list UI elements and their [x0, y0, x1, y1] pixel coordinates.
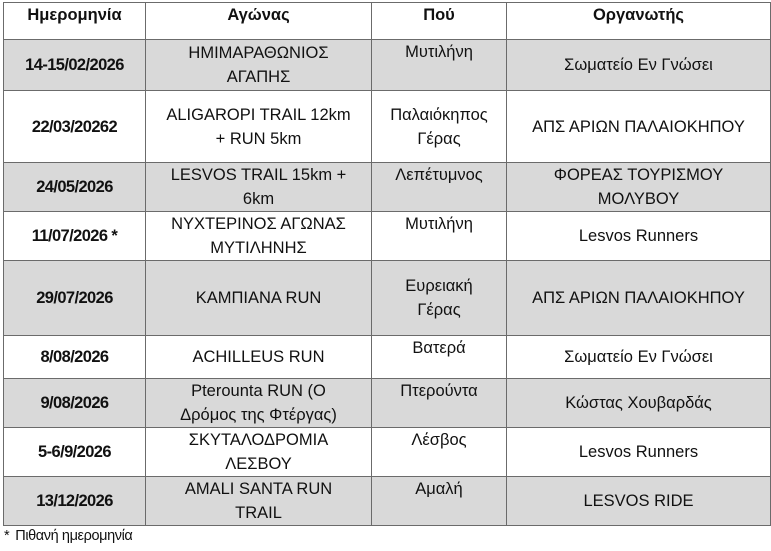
- cell-organizer: [507, 91, 771, 163]
- cell-date: 11/07/2026 *: [4, 212, 146, 261]
- cell-organizer-line: Lesvos Runners: [578, 443, 699, 461]
- cell-place-line: Μυτιλήνη: [405, 43, 473, 61]
- cell-place: [372, 379, 507, 428]
- cell-organizer: [507, 261, 771, 336]
- cell-place: [372, 261, 507, 336]
- cell-race-line: + RUN 5km: [215, 129, 302, 148]
- cell-organizer-line: Σωματείο Εν Γνώσει: [564, 348, 713, 366]
- cell-race-line: 6km: [242, 190, 275, 208]
- cell-place-line: Βατερά: [412, 339, 466, 357]
- cell-organizer: [507, 336, 771, 379]
- cell-place-line: Ευρειακή: [405, 277, 473, 295]
- table-row: [4, 212, 771, 261]
- cell-organizer-line: ΜΟΛΥΒΟΥ: [597, 190, 680, 208]
- cell-place: [372, 212, 507, 261]
- race-schedule-table: [3, 2, 771, 526]
- cell-place: [372, 163, 507, 212]
- cell-place: [372, 336, 507, 379]
- cell-race: [146, 40, 372, 91]
- cell-organizer-line: ΑΠΣ ΑΡΙΩΝ ΠΑΛΑΙΟΚΗΠΟΥ: [532, 117, 745, 136]
- cell-date: 13/12/2026: [4, 477, 146, 526]
- cell-race-line: ΣΚΥΤΑΛΟΔΡΟΜΙΑ: [188, 431, 329, 449]
- header-date: Ημερομηνία: [4, 3, 146, 40]
- cell-organizer-line: Σωματείο Εν Γνώσει: [564, 56, 713, 74]
- cell-race-line: ΛΕΣΒΟΥ: [225, 455, 292, 473]
- table-row: [4, 40, 771, 91]
- cell-date: 5-6/9/2026: [4, 428, 146, 477]
- cell-race-line: Pterounta RUN (Ο: [191, 382, 326, 400]
- cell-place-line: Πτερούντα: [400, 382, 478, 400]
- cell-organizer-line: Κώστας Χουβαρδάς: [565, 394, 712, 412]
- table-header-row: [4, 3, 771, 40]
- cell-race-line: AMALI SANTA RUN: [184, 480, 333, 498]
- cell-race-line: ΗΜΙΜΑΡΑΘΩΝΙΟΣ: [188, 44, 329, 62]
- cell-date: 9/08/2026: [4, 379, 146, 428]
- cell-race-line: ΑΓΑΠΗΣ: [226, 68, 291, 86]
- cell-race-line: ΝΥΧΤΕΡΙΝΟΣ ΑΓΩΝΑΣ: [171, 215, 346, 233]
- cell-organizer: [507, 212, 771, 261]
- cell-place-line: Μυτιλήνη: [405, 215, 473, 233]
- header-place: Πού: [372, 3, 507, 40]
- cell-place: [372, 428, 507, 477]
- table-row: [4, 91, 771, 163]
- cell-date: 24/05/2026: [4, 163, 146, 212]
- cell-race-line: LESVOS TRAIL 15km +: [170, 166, 347, 184]
- cell-organizer-line: Lesvos Runners: [578, 227, 699, 245]
- cell-place-line: Λεπέτυμνος: [395, 166, 483, 184]
- cell-race-line: ΜΥΤΙΛΗΝΗΣ: [210, 239, 307, 257]
- header-race: Αγώνας: [146, 3, 372, 40]
- cell-date: 29/07/2026: [4, 261, 146, 336]
- cell-organizer: [507, 163, 771, 212]
- cell-organizer: [507, 40, 771, 91]
- cell-organizer: [507, 428, 771, 477]
- cell-race: [146, 261, 372, 336]
- footnote-mark: *: [4, 528, 10, 544]
- cell-organizer-line: ΦΟΡΕΑΣ ΤΟΥΡΙΣΜΟΥ: [553, 166, 724, 184]
- cell-place-line: Παλαιόκηπος: [390, 105, 488, 124]
- cell-place-line: Αμαλή: [415, 480, 463, 498]
- cell-place: [372, 91, 507, 163]
- cell-date: 14-15/02/2026: [4, 40, 146, 91]
- cell-race: [146, 163, 372, 212]
- cell-race: [146, 91, 372, 163]
- table-row: [4, 379, 771, 428]
- cell-organizer-line: ΑΠΣ ΑΡΙΩΝ ΠΑΛΑΙΟΚΗΠΟΥ: [532, 289, 745, 307]
- cell-race-line: Δρόμος της Φτέργας): [180, 406, 337, 424]
- cell-date: 8/08/2026: [4, 336, 146, 379]
- cell-race-line: ΚΑΜΠΙΑΝΑ RUN: [195, 289, 322, 307]
- cell-place-line: Γέρας: [417, 301, 461, 319]
- cell-race: [146, 379, 372, 428]
- table-row: [4, 261, 771, 336]
- cell-place: [372, 40, 507, 91]
- table-row: [4, 477, 771, 526]
- cell-place-line: Λέσβος: [411, 431, 467, 449]
- cell-race: [146, 428, 372, 477]
- cell-race: [146, 477, 372, 526]
- cell-organizer: [507, 477, 771, 526]
- cell-race: [146, 212, 372, 261]
- table-body: [4, 40, 771, 526]
- cell-race-line: ACHILLEUS RUN: [192, 348, 325, 366]
- table-row: [4, 428, 771, 477]
- cell-race: [146, 336, 372, 379]
- cell-organizer: [507, 379, 771, 428]
- cell-place: [372, 477, 507, 526]
- cell-date: 22/03/20262: [4, 91, 146, 163]
- header-organizer: Οργανωτής: [507, 3, 771, 40]
- cell-organizer-line: LESVOS RIDE: [583, 492, 694, 510]
- table-row: [4, 336, 771, 379]
- cell-race-line: ALIGAROPI TRAIL 12km: [166, 105, 351, 124]
- footnote-text: Πιθανή ημερομηνία: [15, 528, 133, 544]
- table-row: [4, 163, 771, 212]
- cell-race-line: TRAIL: [235, 504, 282, 522]
- footnote: [4, 528, 132, 544]
- cell-place-line: Γέρας: [417, 129, 461, 148]
